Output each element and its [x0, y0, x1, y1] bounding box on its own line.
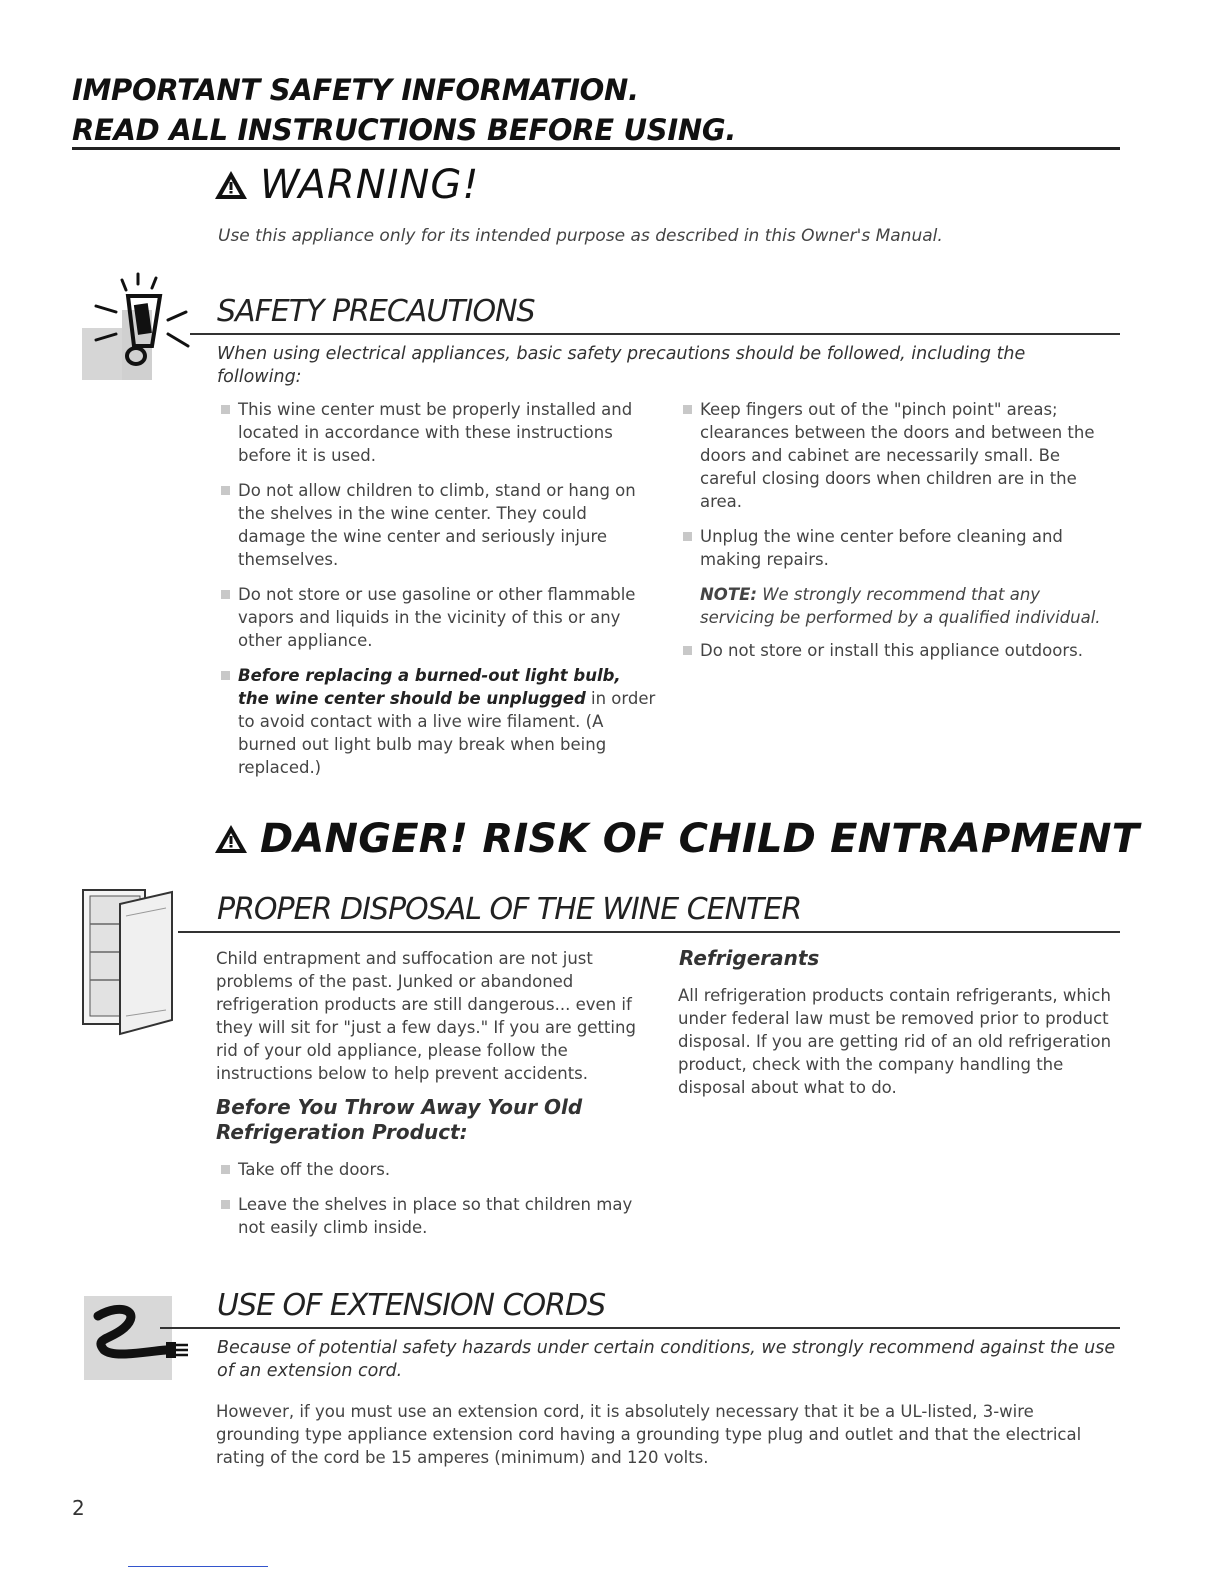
- refrigerants-heading: Refrigerants: [679, 946, 820, 970]
- footer-link-line: [128, 1566, 268, 1567]
- disposal-title: PROPER DISPOSAL OF THE WINE CENTER: [217, 892, 802, 927]
- extension-body: However, if you must use an extension cord, it is absolutely necessary that it be a UL-listed, 3-wire grounding type appliance extension cord having a grounding type plug and outlet and that the electrical rating of the cord be 15 amperes (minimum) and 120 volts.: [216, 1402, 1082, 1467]
- list-item: Leave the shelves in place so that children may not easily climb inside.: [216, 1193, 644, 1239]
- list-item: Do not allow children to climb, stand or hang on the shelves in the wine center. They could damage the wine center and seriously injure themselves.: [216, 479, 656, 571]
- list-item: Unplug the wine center before cleaning and making repairs.: [678, 525, 1116, 571]
- lightbulb-safety-icon: [76, 270, 200, 382]
- disposal-subhead: Before You Throw Away Your Old Refrigeration Product:: [216, 1095, 583, 1144]
- disposal-steps: [216, 1158, 644, 1251]
- header-rule: [72, 147, 1120, 150]
- list-item: Take off the doors.: [216, 1158, 644, 1181]
- servicing-note: [678, 583, 1116, 629]
- page-header: [72, 70, 1122, 150]
- safety-left-column: [216, 398, 656, 791]
- page-number: 2: [72, 1496, 85, 1520]
- header-line-1: IMPORTANT SAFETY INFORMATION.: [72, 73, 639, 107]
- warning-title-text: WARNING!: [260, 162, 480, 208]
- extension-title: USE OF EXTENSION CORDS: [217, 1288, 606, 1323]
- warning-triangle-icon: [214, 170, 248, 200]
- warning-intro: Use this appliance only for its intended purpose as described in this Owner's Manual.: [218, 226, 943, 246]
- header-line-2: READ ALL INSTRUCTIONS BEFORE USING.: [72, 113, 737, 147]
- note-label: NOTE:: [700, 585, 757, 604]
- list-item: Do not store or use gasoline or other flammable vapors and liquids in the vicinity of this or any other appliance.: [216, 583, 656, 652]
- danger-title: [214, 816, 1139, 862]
- disposal-rule: [178, 931, 1120, 933]
- extension-lead: Because of potential safety hazards under certain conditions, we strongly recommend against the use of an extension cord.: [217, 1338, 1116, 1381]
- refrigerator-icon: [80, 886, 178, 1038]
- refrigerants-text: All refrigeration products contain refrigerants, which under federal law must be removed prior to product disposal. If you are getting rid of an old refrigeration product, check with the company handling the disposal about what to do.: [678, 986, 1112, 1097]
- extension-rule: [160, 1327, 1120, 1329]
- warning-triangle-icon: [214, 824, 248, 854]
- warning-title: [214, 162, 479, 208]
- disposal-paragraph: Child entrapment and suffocation are not just problems of the past. Junked or abandoned refrigeration products are still dangerous... even if they will sit for "just a few days." If you are getting rid of your old appliance, please follow the instructions below to help prevent accidents.: [216, 949, 636, 1083]
- safety-precautions-title: SAFETY PRECAUTIONS: [217, 294, 535, 329]
- safety-right-column: [678, 398, 1116, 674]
- list-item: Do not store or install this appliance outdoors.: [678, 639, 1116, 662]
- safety-lead: When using electrical appliances, basic safety precautions should be followed, including the following:: [217, 344, 1026, 387]
- plug-cord-icon: [82, 1294, 194, 1384]
- bulb-warning-text: in order to avoid contact with a live wire filament. (A burned out light bulb may break when being replaced.): [238, 689, 656, 777]
- list-item: Keep fingers out of the "pinch point" areas; clearances between the doors and between the doors and cabinet are necessarily small. Be careful closing doors when children are in the area.: [678, 398, 1116, 513]
- note-text: We strongly recommend that any servicing be performed by a qualified individual.: [700, 585, 1101, 627]
- bulb-warning-bold: Before replacing a burned-out light bulb, the wine center should be unplugged: [238, 666, 621, 708]
- safety-rule: [190, 333, 1120, 335]
- list-item: This wine center must be properly installed and located in accordance with these instructions before it is used.: [216, 398, 656, 467]
- danger-title-text: DANGER! RISK OF CHILD ENTRAPMENT: [260, 816, 1140, 862]
- list-item: [216, 664, 656, 779]
